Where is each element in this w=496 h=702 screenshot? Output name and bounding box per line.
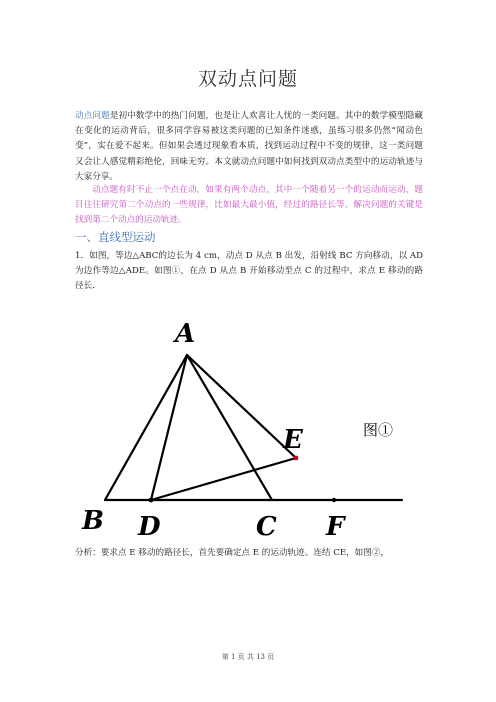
side-ab: [105, 355, 187, 500]
highlight-paragraph: 动点题有时不止一个点在动，如果有两个动点，其中一个随着另一个的运动而运动，题目往往研究第二个动点的一些规律，比如最大最小值，经过的路径长等。解决问题的关键是找到第二个动点的运动轨迹。: [75, 185, 423, 226]
segment-ae: [187, 355, 296, 458]
label-b: B: [82, 506, 104, 536]
analysis-text: 分析：要求点 E 移动的路径长，首先要确定点 E 的运动轨迹。连结 CE，如图②，: [75, 548, 390, 558]
label-a: A: [175, 319, 196, 349]
label-e: E: [283, 425, 303, 455]
page-title: 双动点问题: [197, 68, 298, 90]
intro-paragraph: [75, 109, 423, 185]
figure-caption: 图①: [363, 421, 394, 439]
point-e: [294, 456, 299, 461]
intro-body: 是初中数学中的热门问题，也是让人欢喜让人忧的一类问题。其中的数学模型隐藏在变化的运动背后，很多同学容易被这类问题的已知条件迷惑，虽练习很多仍然“闻动色变”，实在爱不起来。但如果会透过现象看本质，找到运动过程中不变的规律，这一类问题又会让人感觉精彩绝伦，回味无穷。本文就动点问题中如何找到双动点类型中的运动轨迹与大家分享。: [75, 111, 423, 182]
problem-text: 1．如图，等边△ABC的边长为 4 cm，动点 D 从点 B 出发，沿射线 BC 方向移动，以 AD 为边作等边△ADE。如图①，在点 D 从点 B 开始移动至点 C 的过程中，求点 E 移动的路径长．: [75, 251, 423, 292]
geometry-figure: [60, 310, 420, 545]
page-footer: 第 1 页 共 13 页: [221, 653, 275, 661]
point-d: [149, 498, 154, 503]
section-heading: 一、直线型运动: [75, 230, 156, 244]
point-f: [332, 498, 336, 502]
label-c: C: [256, 512, 277, 542]
label-f: F: [326, 512, 345, 542]
label-d: D: [138, 512, 161, 542]
segment-de: [151, 458, 296, 500]
segment-ad: [151, 355, 187, 500]
intro-lead: 动点问题: [75, 111, 110, 121]
